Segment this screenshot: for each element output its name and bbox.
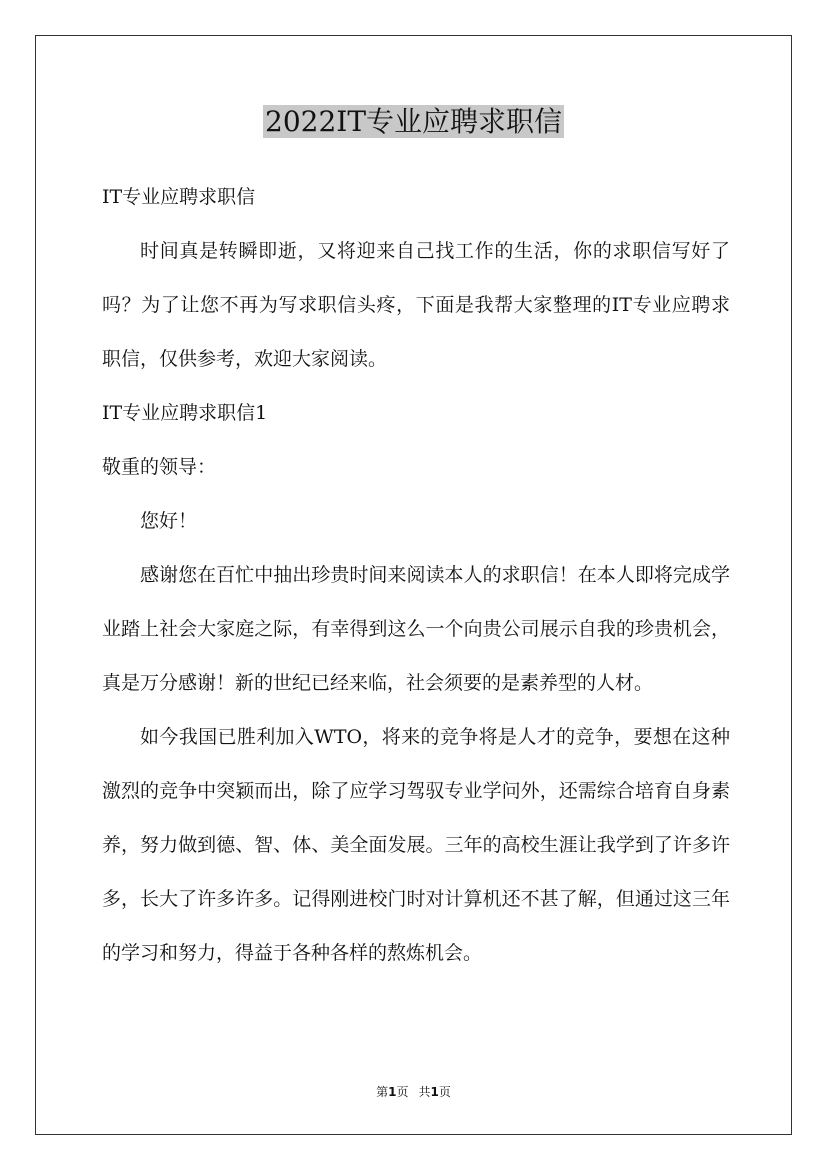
intro-paragraph: 时间真是转瞬即逝，又将迎来自己找工作的生活，你的求职信写好了吗？为了让您不再为写求职信头疼，下面是我帮大家整理的IT专业应聘求职信，仅供参考，欢迎大家阅读。 xyxy=(102,240,730,370)
document-title xyxy=(0,102,827,142)
subtitle-line: IT专业应聘求职信 xyxy=(102,186,256,208)
total-label: 共 xyxy=(418,1085,431,1099)
page-footer xyxy=(0,1084,827,1100)
total-pages: 1 xyxy=(430,1085,439,1099)
page-number: 1 xyxy=(388,1085,397,1099)
document-body xyxy=(102,170,730,980)
body-paragraph-2: 如今我国已胜利加入WTO，将来的竞争将是人才的竞争，要想在这种激烈的竞争中突颖而出，除了应学习驾驭专业学问外，还需综合培育自身素养，努力做到德、智、体、美全面发展。三年的高校生涯让我学到了许多许多，长大了许多许多。记得刚进校门时对计算机还不甚了解，但通过这三年的学习和努力，得益于各种各样的熬炼机会。 xyxy=(102,726,730,964)
page-label: 第 xyxy=(376,1085,389,1099)
total-suffix: 页 xyxy=(438,1085,451,1099)
title-text: 2022IT专业应聘求职信 xyxy=(265,105,562,138)
body-paragraph-1: 感谢您在百忙中抽出珍贵时间来阅读本人的求职信！在本人即将完成学业踏上社会大家庭之际，有幸得到这么一个向贵公司展示自我的珍贵机会，真是万分感谢！新的世纪已经来临，社会须要的是素养型的人材。 xyxy=(102,564,730,694)
page-suffix: 页 xyxy=(396,1085,409,1099)
greeting: 您好！ xyxy=(140,510,198,532)
letter-heading: IT专业应聘求职信1 xyxy=(102,402,268,424)
salutation: 敬重的领导： xyxy=(102,456,217,478)
